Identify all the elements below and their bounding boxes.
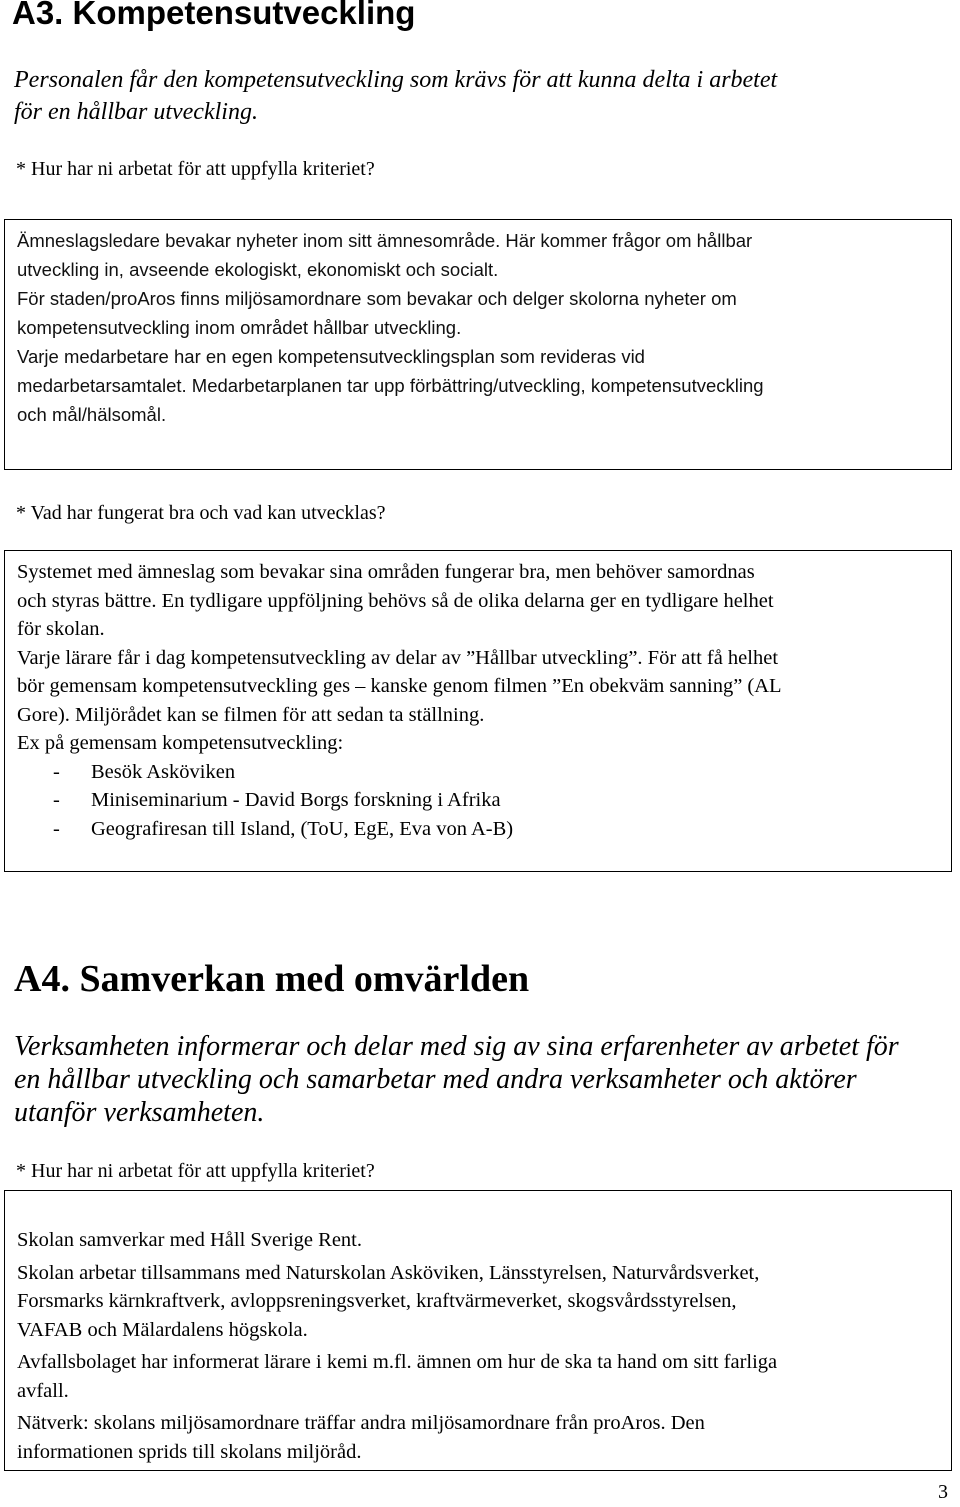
answer-line: kompetensutveckling inom området hållbar utveckling. [17,317,462,338]
answer-line: VAFAB och Mälardalens högskola. [17,1318,308,1341]
criterion-text-a4 [14,1030,944,1129]
answer-line: informationen sprids till skolans miljöråd. [17,1440,362,1463]
list-dash: - [53,817,60,840]
answer-line: Ex på gemensam kompetensutveckling: [17,732,344,754]
answer-line: Ämneslagsledare bevakar nyheter inom sitt ämnesområde. Här kommer frågor om hållbar [17,230,753,251]
answer-line: Gore). Miljörådet kan se filmen för att sedan ta ställning. [17,703,485,726]
answer-line: Forsmarks kärnkraftverk, avloppsreningsverket, kraftvärmeverket, skogsvårdsstyrelsen, [17,1290,737,1312]
answer-line: avfall. [17,1379,69,1402]
list-item [17,815,951,844]
answer-line: Skolan arbetar tillsammans med Naturskolan Asköviken, Länsstyrelsen, Naturvårdsverket, [17,1261,760,1284]
page-number: 3 [938,1481,948,1503]
criterion-text-a3 [14,64,944,128]
answer-line: Skolan samverkar med Håll Sverige Rent. [17,1229,362,1251]
list-dash: - [53,760,60,783]
answer-line: och styras bättre. En tydligare uppföljning behövs så de olika delarna ger en tydligare helhet [17,589,774,612]
answer-line: Varje lärare får i dag kompetensutveckling av delar av ”Hållbar utveckling”. För att få helhet [17,646,779,669]
answer-box-how-worked-a3 [4,219,952,470]
criterion-line: en hållbar utveckling och samarbetar med andra verksamheter och aktörer [14,1064,857,1095]
competence-examples-list [17,758,951,844]
answer-box-how-worked-a4 [4,1190,952,1471]
section-heading-a4: A4. Samverkan med omvärlden [14,958,530,1000]
answer-line: Nätverk: skolans miljösamordnare träffar andra miljösamordnare från proAros. Den [17,1412,705,1434]
answer-line: och mål/hälsomål. [17,404,167,425]
list-dash: - [53,789,60,811]
answer-line: Varje medarbetare har en egen kompetensutvecklingsplan som revideras vid [17,346,645,367]
answer-line: utveckling in, avseende ekologiskt, ekonomiskt och socialt. [17,259,499,280]
answer-line: bör gemensam kompetensutveckling ges – kanske genom filmen ”En obekväm sanning” (AL [17,675,782,697]
answer-box-what-worked-a3 [4,550,952,872]
answer-line: medarbetarsamtalet. Medarbetarplanen tar upp förbättring/utveckling, kompetensutveckling [17,375,764,396]
question-what-worked-a3: * Vad har fungerat bra och vad kan utvecklas? [16,502,386,524]
question-how-worked-a4: * Hur har ni arbetat för att uppfylla kriteriet? [16,1160,375,1182]
list-item [17,758,951,787]
criterion-line: utanför verksamheten. [14,1097,265,1128]
criterion-line: för en hållbar utveckling. [14,99,258,125]
answer-line: Systemet med ämneslag som bevakar sina områden fungerar bra, men behöver samordnas [17,561,755,583]
answer-line: För staden/proAros finns miljösamordnare som bevakar och delger skolorna nyheter om [17,288,737,309]
list-item-text: Miniseminarium - David Borgs forskning i Afrika [91,789,501,811]
answer-line: för skolan. [17,618,105,640]
criterion-line: Personalen får den kompetensutveckling som krävs för att kunna delta i arbetet [14,67,778,93]
list-item-text: Besök Asköviken [91,760,236,783]
list-item [17,786,951,815]
criterion-line: Verksamheten informerar och delar med sig av sina erfarenheter av arbetet för [14,1031,899,1062]
answer-line: Avfallsbolaget har informerat lärare i kemi m.fl. ämnen om hur de ska ta hand om sitt farliga [17,1351,778,1373]
list-item-text: Geografiresan till Island, (ToU, EgE, Eva von A-B) [91,817,514,840]
section-heading-a3: A3. Kompetensutveckling [12,0,416,31]
question-how-worked-a3: * Hur har ni arbetat för att uppfylla kriteriet? [16,158,375,180]
